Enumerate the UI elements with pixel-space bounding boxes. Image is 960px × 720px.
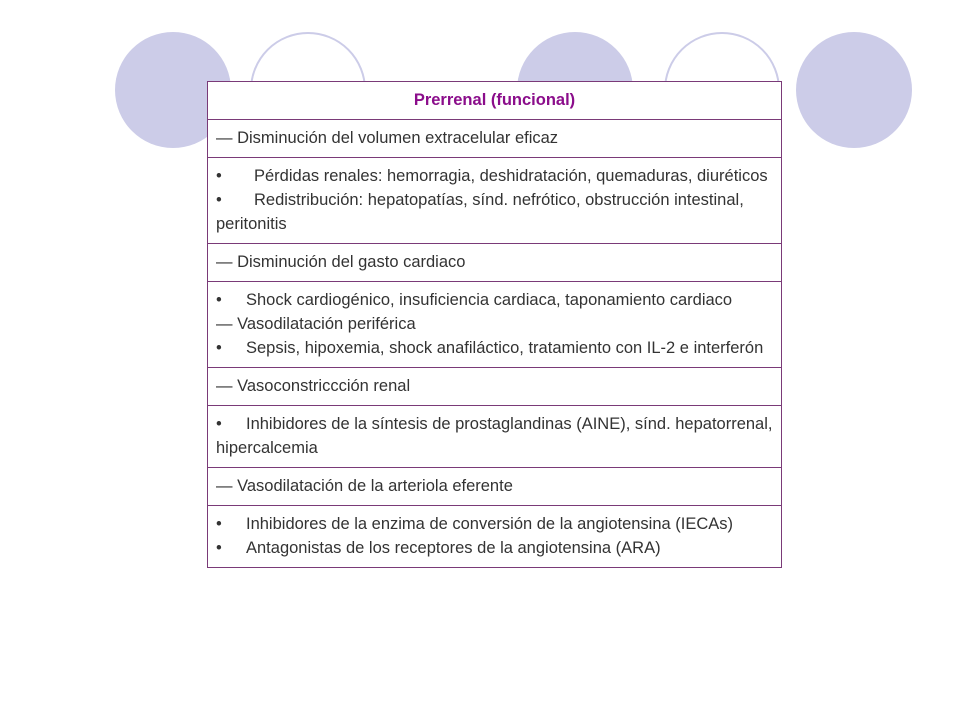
category-cell: — Disminución del gasto cardiaco [208,244,782,282]
table-row [208,120,782,158]
causes-table [207,81,782,568]
decorative-circle-filled [796,32,912,148]
bullet-icon: • [216,415,222,433]
list-item [216,164,773,188]
bullet-icon: • [216,339,222,357]
category-cell: — Vasodilatación de la arteriola eferente [208,468,782,506]
bullet-icon: • [216,515,222,533]
category-cell: — Vasoconstriccción renal [208,368,782,406]
detail-cell [208,406,782,468]
list-item-text: Inhibidores de la enzima de conversión de la angiotensina (IECAs) [246,515,734,533]
table-row [208,282,782,368]
category-cell: — Disminución del volumen extracelular eficaz [208,120,782,158]
detail-cell [208,158,782,244]
list-item [216,288,773,312]
table-row [208,368,782,406]
table-header-row [208,82,782,120]
list-item-text: Inhibidores de la síntesis de prostaglandinas (AINE), sínd. hepatorrenal, hipercalcemia [216,415,773,457]
list-item [216,536,773,560]
list-item [216,412,773,460]
bullet-icon: • [216,167,222,185]
list-item-text: Sepsis, hipoxemia, shock anafiláctico, tratamiento con IL-2 e interferón [246,339,764,357]
table-row [208,244,782,282]
list-item [216,336,773,360]
list-item-text: Shock cardiogénico, insuficiencia cardiaca, taponamiento cardiaco [246,291,733,309]
list-item [216,188,773,236]
list-item-text: Redistribución: hepatopatías, sínd. nefrótico, obstrucción intestinal, peritonitis [216,191,744,233]
table-row [208,468,782,506]
detail-cell [208,282,782,368]
detail-cell [208,506,782,568]
table-row [208,406,782,468]
list-item-text: Pérdidas renales: hemorragia, deshidratación, quemaduras, diuréticos [254,167,768,185]
list-item-text: Antagonistas de los receptores de la angiotensina (ARA) [246,539,661,557]
table-row [208,506,782,568]
table-row [208,158,782,244]
bullet-icon: • [216,291,222,309]
sub-category-text: — Vasodilatación periférica [216,315,416,333]
bullet-icon: • [216,539,222,557]
bullet-icon: • [216,191,222,209]
table-title: Prerrenal (funcional) [208,82,782,120]
list-item [216,512,773,536]
